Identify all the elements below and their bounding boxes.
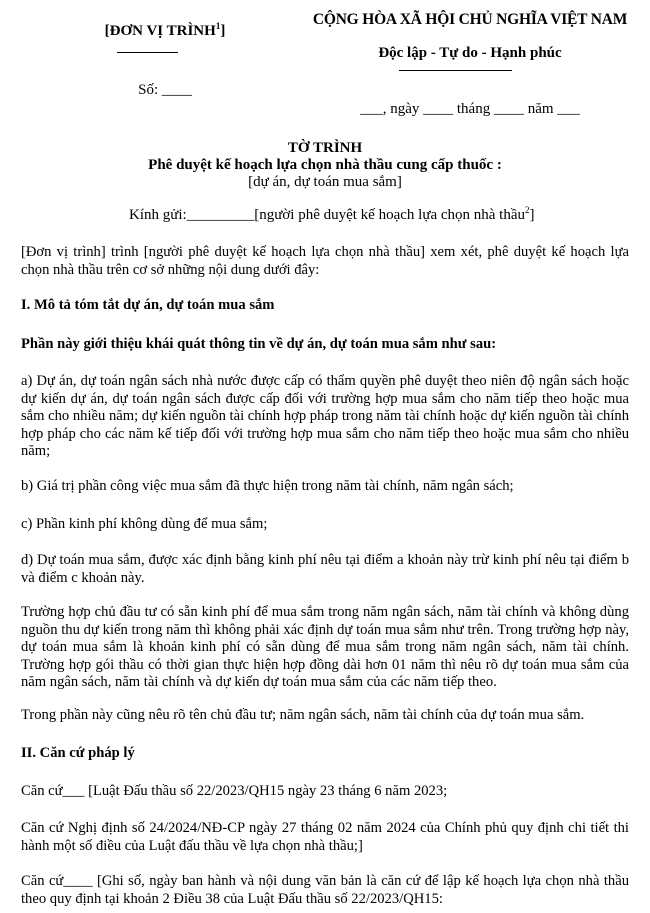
recipient-line: Kính gửi:_________[người phê duyệt kế hoạch lựa chọn nhà thầu$^2$] — [129, 205, 535, 223]
motto-underline — [399, 70, 512, 71]
legal-basis-2: Căn cứ Nghị định số 24/2024/NĐ-CP ngày 27 tháng 02 năm 2024 của Chính phủ quy định chi tiết thi hành một số điều của Luật đấu thầu về lựa chọn nhà thầu;] — [21, 820, 629, 854]
national-motto: Độc lập - Tự do - Hạnh phúc — [378, 45, 562, 61]
section-2-heading: II. Căn cứ pháp lý — [21, 745, 135, 761]
document-number: Số: ____ — [138, 82, 192, 98]
section-1-note-1: Trường hợp chủ đầu tư có sẵn kinh phí để mua sắm trong năm ngân sách, năm tài chính và không dùng nguồn thu dự kiến trong năm thì không phải xác định dự toán mua sắm như trên. Trong trường hợp này, dự toán mua sắm là khoản kinh phí có sẵn dùng để mua sắm trong năm ngân sách, năm tài chính. Trường hợp gói thầu có thời gian thực hiện hợp đồng dài hơn 01 năm thì nêu rõ dự toán mua sắm của năm ngân sách, năm tài chính và dự kiến dự toán mua sắm của các năm tiếp theo. — [21, 604, 629, 690]
recipient-text: Kính gửi:_________[người phê duyệt kế hoạch lựa chọn nhà thầu — [129, 207, 525, 223]
section-1-item-d: d) Dự toán mua sắm, được xác định bằng kinh phí nêu tại điểm a khoản này trừ kinh phí nêu tại điểm b và điểm c khoản này. — [21, 552, 629, 586]
document-type: TỜ TRÌNH — [287, 140, 363, 156]
intro-paragraph: [Đơn vị trình] trình [người phê duyệt kế hoạch lựa chọn nhà thầu] xem xét, phê duyệt kế hoạch lựa chọn nhà thầu trên cơ sở những nội dung dưới đây: — [21, 244, 629, 278]
footnote-ref-2[interactable]: 2 — [525, 205, 530, 215]
date-line: ___, ngày ____ tháng ____ năm ___ — [360, 101, 580, 117]
agency-underline — [117, 52, 178, 53]
document-subject: Phê duyệt kế hoạch lựa chọn nhà thầu cung cấp thuốc : — [148, 157, 502, 173]
section-1-subheading: Phần này giới thiệu khái quát thông tin về dự án, dự toán mua sắm như sau: — [21, 336, 497, 352]
legal-basis-3: Căn cứ____ [Ghi số, ngày ban hành và nội dung văn bản là căn cứ để lập kế hoạch lựa chọn nhà thầu theo quy định tại khoản 2 Điều 38 của Luật Đấu thầu số 22/2023/QH15: — [21, 873, 629, 907]
section-1-item-a: a) Dự án, dự toán ngân sách nhà nước được cấp có thẩm quyền phê duyệt theo niên độ ngân sách hoặc dự kiến dự án, dự toán ngân sách được cấp đối với trường hợp mua sắm cho năm tiếp theo hoặc mua sắm cho nhiều năm; dự kiến nguồn tài chính hợp pháp trong năm tài chính hoặc dự kiến nguồn tài chính hợp pháp cho các năm kế tiếp đối với trường hợp mua sắm cho năm tiếp theo hoặc mua sắm cho nhiều năm; — [21, 373, 629, 459]
agency-name: [ĐƠN VỊ TRÌNH — [104, 23, 216, 39]
subject-placeholder: [dự án, dự toán mua sắm] — [248, 174, 402, 190]
footnote-ref-1[interactable]: 1 — [215, 21, 221, 31]
section-1-item-b: b) Giá trị phần công việc mua sắm đã thực hiện trong năm tài chính, năm ngân sách; — [21, 478, 514, 494]
national-title: CỘNG HÒA XÃ HỘI CHỦ NGHĨA VIỆT NAM — [312, 11, 628, 28]
section-1-item-c: c) Phần kinh phí không dùng để mua sắm; — [21, 516, 268, 532]
section-1-heading: I. Mô tả tóm tắt dự án, dự toán mua sắm — [21, 297, 275, 313]
submitting-agency: [ĐƠN VỊ TRÌNH$^1$] — [104, 21, 226, 39]
legal-basis-1: Căn cứ___ [Luật Đấu thầu số 22/2023/QH15 ngày 23 tháng 6 năm 2023; — [21, 783, 448, 799]
section-1-note-2: Trong phần này cũng nêu rõ tên chủ đầu tư; năm ngân sách, năm tài chính của dự toán mua sắm. — [21, 707, 585, 723]
